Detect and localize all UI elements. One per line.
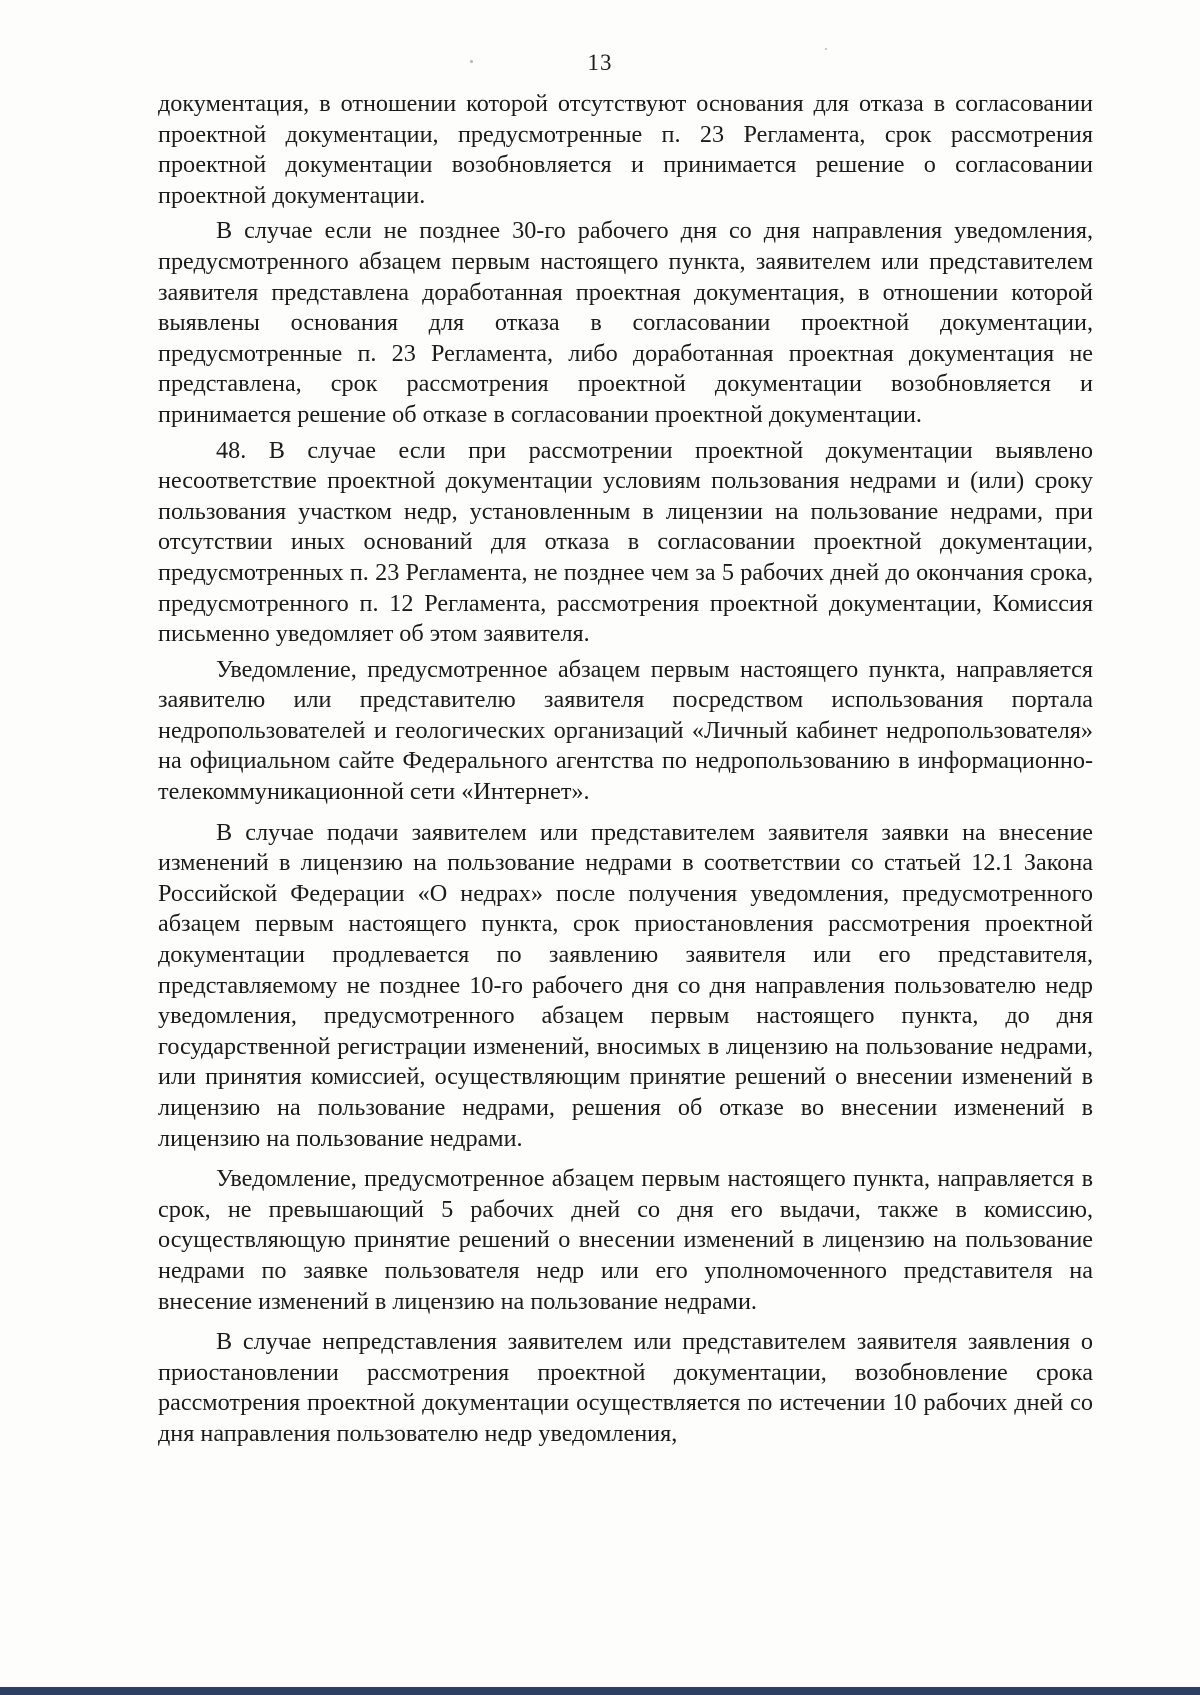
paragraph: Уведомление, предусмотренное абзацем первым настоящего пункта, направляется в срок, не превышающий 5 рабочих дней со дня его выдачи, также в комиссию, осуществляющую принятие решений о внесении изменений в лицензию на пользование недрами по заявке пользователя недр или его уполномоченного представителя на внесение изменений в лицензию на пользование недрами. — [158, 1165, 1093, 1315]
page-bottom-edge — [0, 1687, 1200, 1695]
scan-speck — [470, 60, 473, 63]
paragraph-item-48: 48. В случае если при рассмотрении проектной документации выявлено несоответствие проектной документации условиям пользования недрами и (или) сроку пользования участком недр, установленным в лицензии на пользование недрами, при отсутствии иных оснований для отказа в согласовании проектной документации, предусмотренных п. 23 Регламента, не позднее чем за 5 рабочих дней до окончания срока, предусмотренного п. 12 Регламента, рассмотрения проектной документации, Комиссия письменно уведомляет об этом заявителя. — [158, 436, 1093, 648]
paragraph: Уведомление, предусмотренное абзацем первым настоящего пункта, направляется заявителю или представителю заявителя посредством использования портала недропользователей и геологических организаций «Личный кабинет недропользователя» на официальном сайте Федерального агентства по недропользованию в информационно-телекоммуникационной сети «Интернет». — [158, 655, 1093, 806]
paragraph: В случае если не позднее 30-го рабочего дня со дня направления уведомления, предусмотренного абзацем первым настоящего пункта, заявителем или представителем заявителя представлена доработанная проектная документация, в отношении которой выявлены основания для отказа в согласовании проектной документации, предусмотренные п. 23 Регламента, либо доработанная проектная документация не представлена, срок рассмотрения проектной документации возобновляется и принимается решение об отказе в согласовании проектной документации. — [158, 217, 1093, 428]
paragraph: В случае непредставления заявителем или представителем заявителя заявления о приостановлении рассмотрения проектной документации, возобновление срока рассмотрения проектной документации осуществляется по истечении 10 рабочих дней со дня направления пользователю недр уведомления, — [158, 1328, 1093, 1447]
paragraph-continuation: документация, в отношении которой отсутствуют основания для отказа в согласовании проектной документации, предусмотренные п. 23 Регламента, срок рассмотрения проектной документации возобновляется и принимается решение о согласовании проектной документации. — [158, 90, 1093, 209]
document-body — [158, 89, 1093, 1450]
page-number: 13 — [587, 50, 613, 75]
scan-speck — [825, 48, 827, 50]
paragraph: В случае подачи заявителем или представителем заявителя заявки на внесение изменений в лицензию на пользование недрами в соответствии со статьей 12.1 Закона Российской Федерации «О недрах» после получения уведомления, предусмотренного абзацем первым настоящего пункта, срок приостановления рассмотрения проектной документации продлевается по заявлению заявителя или его представителя, представляемому не позднее 10-го рабочего дня со дня направления пользователю недр уведомления, предусмотренного абзацем первым настоящего пункта, до дня государственной регистрации изменений, вносимых в лицензию на пользование недрами, или принятия комиссией, осуществляющим принятие решений о внесении изменений в лицензию на пользование недрами, решения об отказе во внесении изменений в лицензию на пользование недрами. — [158, 818, 1093, 1152]
